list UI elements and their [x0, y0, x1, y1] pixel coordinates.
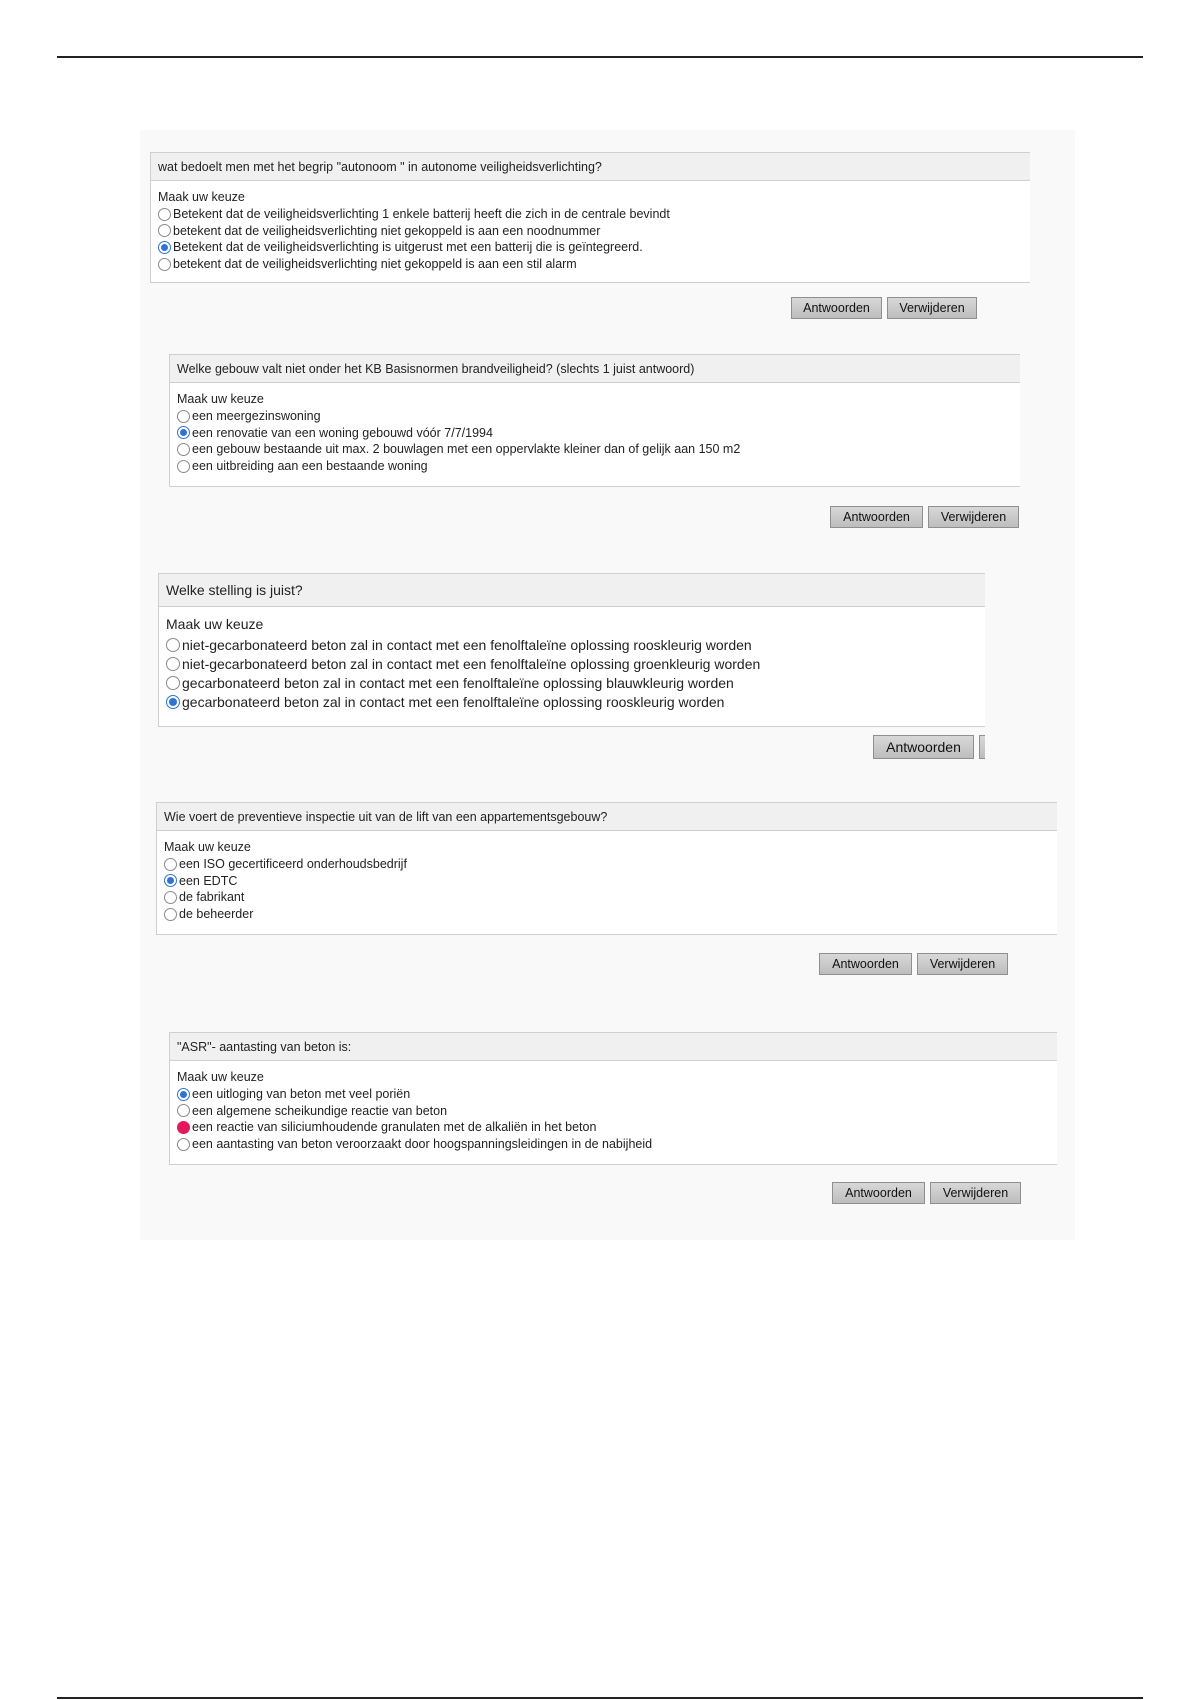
radio-button-selected[interactable] [166, 695, 180, 709]
answer-button[interactable]: Antwoorden [819, 953, 912, 975]
question-body [170, 1061, 1057, 1164]
question-body [170, 383, 1020, 486]
answer-option[interactable] [158, 256, 1023, 273]
answer-button[interactable]: Antwoorden [873, 735, 974, 759]
radio-button[interactable] [177, 1138, 190, 1151]
question-title: "ASR"- aantasting van beton is: [170, 1033, 1057, 1061]
answer-option-label: Betekent dat de veiligheidsverlichting is uitgerust met een batterij die is geïntegreerd. [173, 240, 643, 255]
answer-option-label: een EDTC [179, 873, 238, 888]
answer-option-label: de beheerder [179, 907, 254, 922]
delete-button[interactable]: Verwijderen [887, 297, 977, 319]
radio-button-selected[interactable] [177, 426, 190, 439]
radio-button[interactable] [166, 676, 180, 690]
answer-option[interactable] [164, 906, 1050, 923]
answer-option-label: Betekent dat de veiligheidsverlichting 1 enkele batterij heeft die zich in de centrale bevindt [173, 207, 670, 222]
delete-button-clipped[interactable] [979, 735, 985, 759]
answer-button[interactable]: Antwoorden [791, 297, 882, 319]
radio-button-selected[interactable] [177, 1088, 190, 1101]
answer-option-label: betekent dat de veiligheidsverlichting niet gekoppeld is aan een noodnummer [173, 223, 601, 238]
radio-button[interactable] [177, 1104, 190, 1117]
choice-prompt: Maak uw keuze [177, 392, 264, 406]
page-top-rule [57, 56, 1143, 58]
radio-button-selected[interactable] [158, 241, 171, 254]
radio-button[interactable] [166, 638, 180, 652]
question-body [159, 607, 985, 726]
answer-option[interactable] [177, 1119, 1050, 1136]
radio-button-selected[interactable] [164, 874, 177, 887]
answer-button[interactable]: Antwoorden [830, 506, 923, 528]
answer-option-label: een algemene scheikundige reactie van beton [192, 1103, 448, 1118]
answer-option[interactable] [177, 1103, 1050, 1120]
answer-option[interactable] [158, 239, 1023, 256]
question-body [151, 181, 1030, 282]
radio-button[interactable] [166, 657, 180, 671]
radio-button[interactable] [158, 208, 171, 221]
delete-button[interactable]: Verwijderen [928, 506, 1019, 528]
radio-button[interactable] [177, 410, 190, 423]
question-card-2 [169, 354, 1020, 487]
answer-option-label: niet-gecarbonateerd beton zal in contact met een fenolftaleïne oplossing rooskleurig worden [182, 636, 752, 653]
question-card-3 [158, 573, 985, 727]
radio-button[interactable] [177, 443, 190, 456]
answer-option-label: een uitbreiding aan een bestaande woning [192, 459, 428, 474]
answer-option-label: een aantasting van beton veroorzaakt door hoogspanningsleidingen in de nabijheid [192, 1137, 653, 1152]
answer-option-label: een renovatie van een woning gebouwd vóór 7/7/1994 [192, 425, 493, 440]
choice-prompt: Maak uw keuze [158, 190, 245, 204]
radio-button[interactable] [177, 460, 190, 473]
radio-button[interactable] [158, 258, 171, 271]
radio-button[interactable] [164, 858, 177, 871]
answer-option[interactable] [166, 635, 978, 654]
choice-prompt: Maak uw keuze [177, 1070, 264, 1084]
answer-option-label: betekent dat de veiligheidsverlichting niet gekoppeld is aan een stil alarm [173, 257, 577, 272]
answer-option[interactable] [177, 1086, 1050, 1103]
answer-option-label: een ISO gecertificeerd onderhoudsbedrijf [179, 857, 407, 872]
answer-option-label: de fabrikant [179, 890, 245, 905]
question-title: Welke stelling is juist? [159, 574, 985, 607]
radio-button[interactable] [164, 891, 177, 904]
answer-option[interactable] [166, 692, 978, 711]
answer-option[interactable] [177, 458, 1013, 475]
answer-option-label: een uitloging van beton met veel poriën [192, 1087, 411, 1102]
choice-prompt: Maak uw keuze [166, 616, 264, 632]
question-title: Wie voert de preventieve inspectie uit van de lift van een appartementsgebouw? [157, 803, 1057, 831]
delete-button[interactable]: Verwijderen [917, 953, 1008, 975]
answer-option[interactable] [164, 889, 1050, 906]
answer-option[interactable] [158, 223, 1023, 240]
answer-option-label: gecarbonateerd beton zal in contact met een fenolftaleïne oplossing rooskleurig worden [182, 693, 725, 710]
question-title: Welke gebouw valt niet onder het KB Basisnormen brandveiligheid? (slechts 1 juist antwoord) [170, 355, 1020, 383]
answer-option-label: een meergezinswoning [192, 409, 321, 424]
answer-option-label: niet-gecarbonateerd beton zal in contact met een fenolftaleïne oplossing groenkleurig worden [182, 655, 761, 672]
page-bottom-rule [57, 1697, 1143, 1699]
question-title: wat bedoelt men met het begrip "autonoom " in autonome veiligheidsverlichting? [151, 153, 1030, 181]
answer-option-label: een gebouw bestaande uit max. 2 bouwlagen met een oppervlakte kleiner dan of gelijk aan 150 m2 [192, 442, 741, 457]
question-body [157, 831, 1057, 934]
delete-button[interactable]: Verwijderen [930, 1182, 1021, 1204]
answer-option[interactable] [164, 856, 1050, 873]
radio-button-marked[interactable] [177, 1121, 190, 1134]
answer-option[interactable] [166, 654, 978, 673]
question-card-1 [150, 152, 1030, 283]
answer-option[interactable] [177, 408, 1013, 425]
answer-option[interactable] [164, 873, 1050, 890]
radio-button[interactable] [158, 224, 171, 237]
choice-prompt: Maak uw keuze [164, 840, 251, 854]
answer-option[interactable] [177, 1136, 1050, 1153]
answer-option[interactable] [166, 673, 978, 692]
answer-button[interactable]: Antwoorden [832, 1182, 925, 1204]
answer-option-label: gecarbonateerd beton zal in contact met een fenolftaleïne oplossing blauwkleurig worden [182, 674, 734, 691]
answer-option[interactable] [158, 206, 1023, 223]
answer-option[interactable] [177, 441, 1013, 458]
question-card-5 [169, 1032, 1057, 1165]
answer-option[interactable] [177, 425, 1013, 442]
radio-button[interactable] [164, 908, 177, 921]
answer-option-label: een reactie van siliciumhoudende granulaten met de alkaliën in het beton [192, 1120, 597, 1135]
question-card-4 [156, 802, 1057, 935]
